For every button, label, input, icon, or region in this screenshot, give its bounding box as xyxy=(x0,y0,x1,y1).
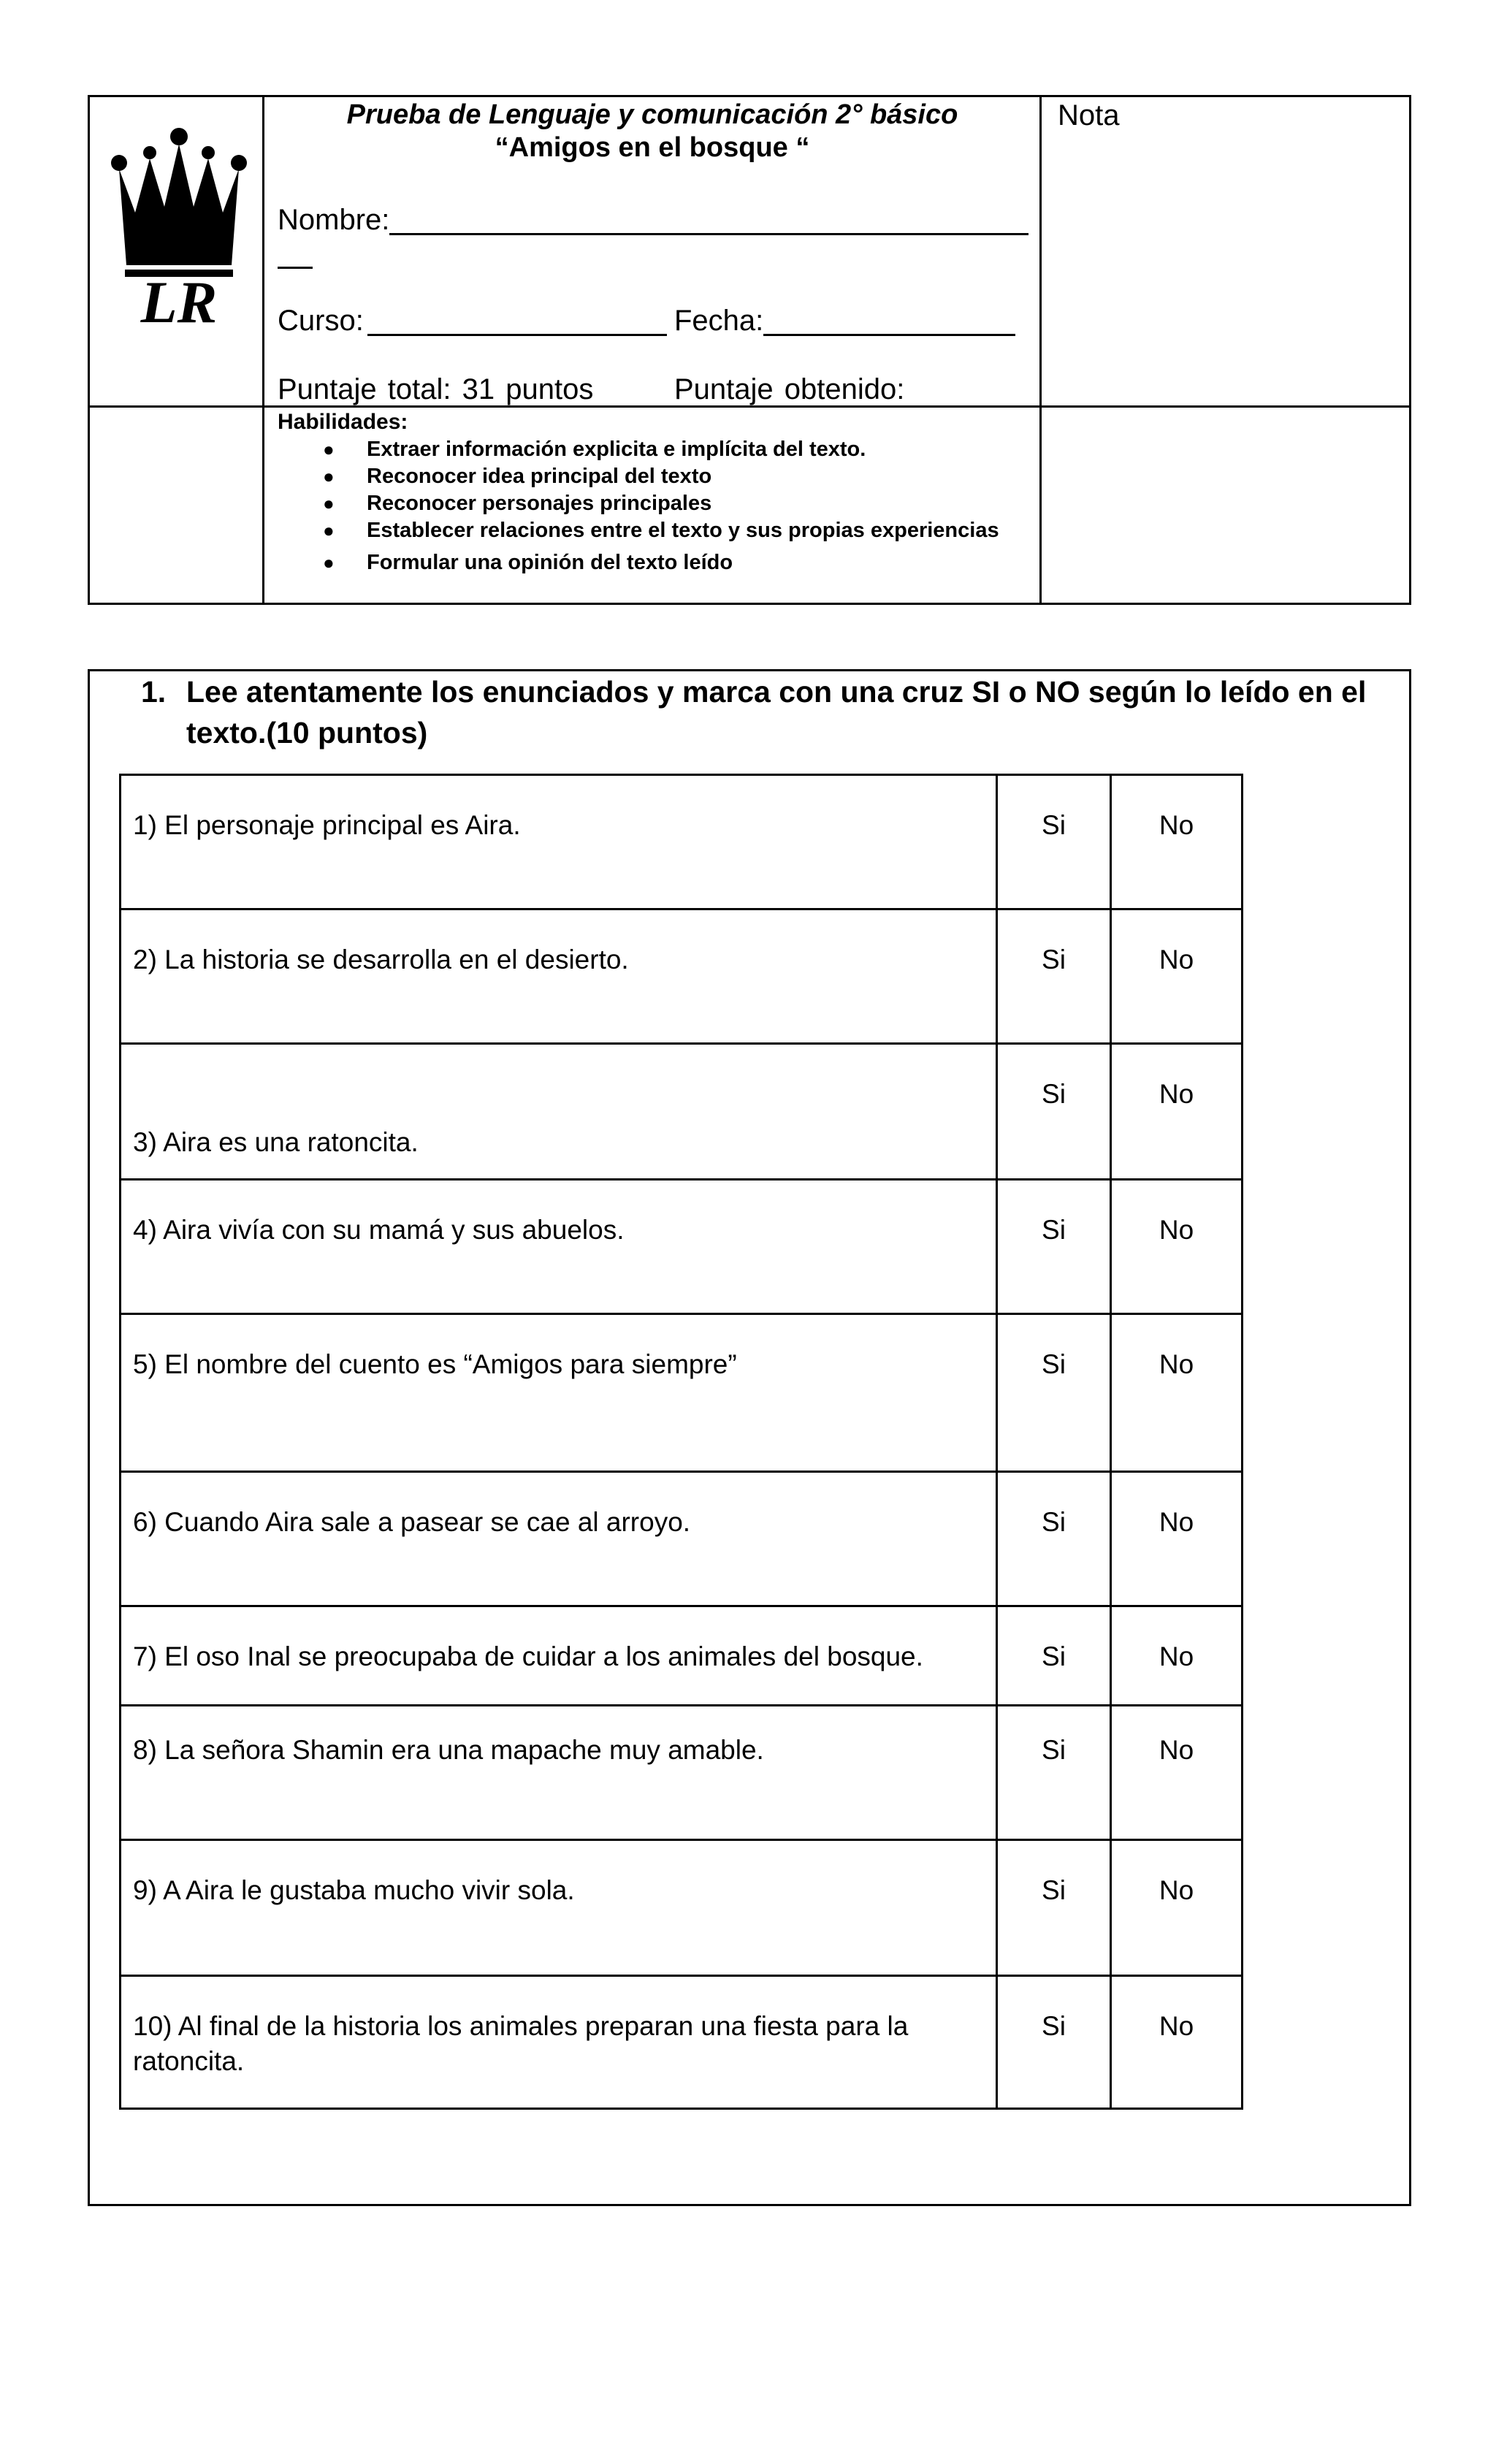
statement-cell: 3) Aira es una ratoncita. xyxy=(121,1044,997,1180)
statement-cell: 8) La señora Shamin era una mapache muy amable. xyxy=(121,1706,997,1840)
puntaje-total: Puntaje total: 31 puntos xyxy=(278,373,594,405)
no-option[interactable]: No xyxy=(1111,1314,1243,1472)
no-option[interactable]: No xyxy=(1111,775,1243,909)
si-option[interactable]: Si xyxy=(997,1180,1111,1314)
list-item: ● Reconocer idea principal del texto xyxy=(323,465,712,488)
no-option[interactable]: No xyxy=(1111,1706,1243,1840)
question-text: Lee atentamente los enunciados y marca con una cruz SI o NO según lo leído en el texto.(10 puntos) xyxy=(186,675,1367,750)
statement-cell: 7) El oso Inal se preocupaba de cuidar a los animales del bosque. xyxy=(121,1606,997,1706)
no-option[interactable]: No xyxy=(1111,909,1243,1044)
table-row xyxy=(121,1044,1243,1180)
si-option[interactable]: Si xyxy=(997,775,1111,909)
bullet-icon: ● xyxy=(323,492,335,514)
no-option[interactable]: No xyxy=(1111,1044,1243,1180)
bullet-icon: ● xyxy=(323,552,335,573)
bullet-icon: ● xyxy=(323,465,335,487)
question-number: 1. xyxy=(141,675,167,709)
question-heading xyxy=(141,671,1397,753)
table-row xyxy=(121,1976,1243,2109)
nombre-field-continuation xyxy=(278,267,313,269)
table-row xyxy=(121,1706,1243,1840)
si-no-table xyxy=(119,774,1243,2110)
si-option[interactable]: Si xyxy=(997,1044,1111,1180)
table-row xyxy=(121,1314,1243,1472)
no-option[interactable]: No xyxy=(1111,1180,1243,1314)
si-option[interactable]: Si xyxy=(997,909,1111,1044)
crown-logo-icon xyxy=(106,126,252,338)
statement-cell: 1) El personaje principal es Aira. xyxy=(121,775,997,909)
statement-cell: 9) A Aira le gustaba mucho vivir sola. xyxy=(121,1840,997,1976)
test-title: Prueba de Lenguaje y comunicación 2° básico xyxy=(346,99,958,130)
table-row xyxy=(121,1840,1243,1976)
header-divider-right xyxy=(1039,97,1042,603)
si-option[interactable]: Si xyxy=(997,1606,1111,1706)
statement-cell: 10) Al final de la historia los animales preparan una fiesta para la ratoncita. xyxy=(121,1976,997,2109)
table-row xyxy=(121,775,1243,909)
bullet-icon: ● xyxy=(323,519,335,541)
si-option[interactable]: Si xyxy=(997,1840,1111,1976)
no-option[interactable]: No xyxy=(1111,1606,1243,1706)
curso-field[interactable] xyxy=(367,334,667,336)
list-item: ● Reconocer personajes principales xyxy=(323,492,712,515)
statement-cell: 5) El nombre del cuento es “Amigos para siempre” xyxy=(121,1314,997,1472)
list-item: ● Establecer relaciones entre el texto y sus propias experiencias xyxy=(323,519,999,542)
question-box xyxy=(88,669,1411,2206)
habilidades-title: Habilidades: xyxy=(278,410,408,434)
nota-label: Nota xyxy=(1058,99,1120,131)
table-row xyxy=(121,1180,1243,1314)
svg-text:LR: LR xyxy=(140,269,218,335)
table-row xyxy=(121,1472,1243,1606)
no-option[interactable]: No xyxy=(1111,1840,1243,1976)
table-row xyxy=(121,1606,1243,1706)
puntaje-obtenido: Puntaje obtenido: xyxy=(674,373,905,405)
si-option[interactable]: Si xyxy=(997,1976,1111,2109)
header-box xyxy=(88,95,1411,605)
no-option[interactable]: No xyxy=(1111,1976,1243,2109)
fecha-label: Fecha: xyxy=(674,305,764,337)
fecha-field[interactable] xyxy=(763,334,1015,336)
table-row xyxy=(121,909,1243,1044)
habilidades-list xyxy=(278,436,1030,576)
list-item: ● Formular una opinión del texto leído xyxy=(323,551,733,574)
statement-cell: 2) La historia se desarrolla en el desierto. xyxy=(121,909,997,1044)
bullet-icon: ● xyxy=(323,438,335,460)
si-option[interactable]: Si xyxy=(997,1706,1111,1840)
statement-cell: 4) Aira vivía con su mamá y sus abuelos. xyxy=(121,1180,997,1314)
header-divider-left xyxy=(262,97,264,603)
no-option[interactable]: No xyxy=(1111,1472,1243,1606)
statement-cell: 6) Cuando Aira sale a pasear se cae al arroyo. xyxy=(121,1472,997,1606)
nombre-field[interactable] xyxy=(389,233,1028,235)
si-option[interactable]: Si xyxy=(997,1472,1111,1606)
story-title: “Amigos en el bosque “ xyxy=(495,132,810,163)
nombre-label: Nombre: xyxy=(278,204,390,236)
si-option[interactable]: Si xyxy=(997,1314,1111,1472)
curso-label: Curso: xyxy=(278,305,364,337)
list-item: ● Extraer información explicita e implícita del texto. xyxy=(323,438,866,461)
